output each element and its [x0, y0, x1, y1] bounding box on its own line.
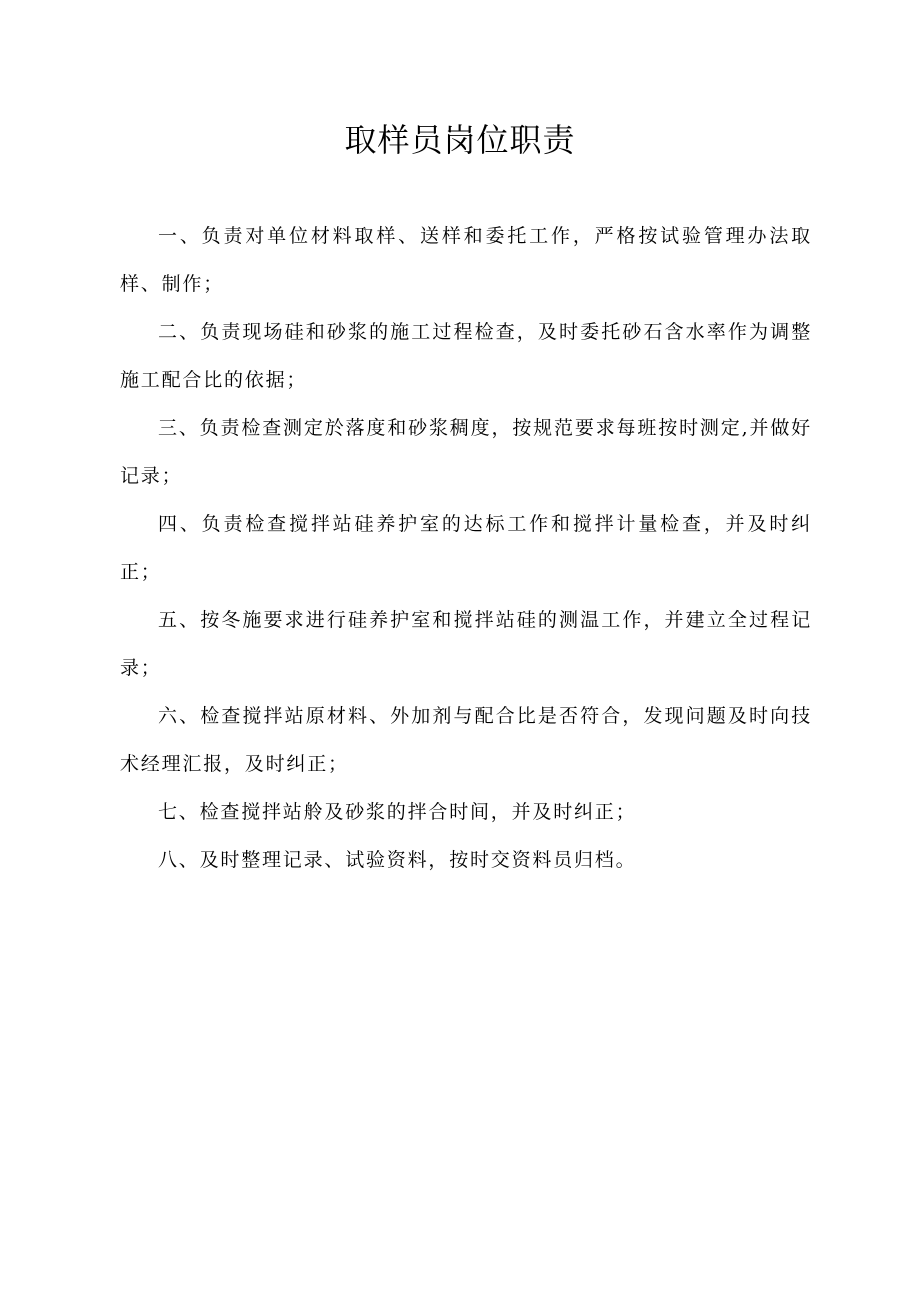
duty-item-8: 八、及时整理记录、试验资料，按时交资料员归档。	[158, 849, 637, 871]
duty-item-2: 二、负责现场硅和砂浆的施工过程检查，及时委托砂石含水率作为调整施工配合比的依据；	[120, 321, 812, 391]
document-body	[120, 212, 812, 884]
duty-item-6: 六、检查搅拌站原材料、外加剂与配合比是否符合，发现问题及时向技术经理汇报，及时纠正；	[120, 705, 812, 775]
duty-item-5: 五、按冬施要求进行硅养护室和搅拌站硅的测温工作，并建立全过程记录；	[120, 609, 812, 679]
document-title: 取样员岗位职责	[344, 121, 576, 159]
duty-item-3: 三、负责检查测定於落度和砂浆稠度，按规范要求每班按时测定,并做好记录；	[120, 417, 812, 487]
duty-item-4: 四、负责检查搅拌站硅养护室的达标工作和搅拌计量检查，并及时纠正；	[120, 513, 812, 583]
duty-item-1: 一、负责对单位材料取样、送样和委托工作，严格按试验管理办法取样、制作；	[120, 225, 812, 295]
duty-item-7: 七、检查搅拌站舲及砂浆的拌合时间，并及时纠正；	[158, 801, 637, 823]
